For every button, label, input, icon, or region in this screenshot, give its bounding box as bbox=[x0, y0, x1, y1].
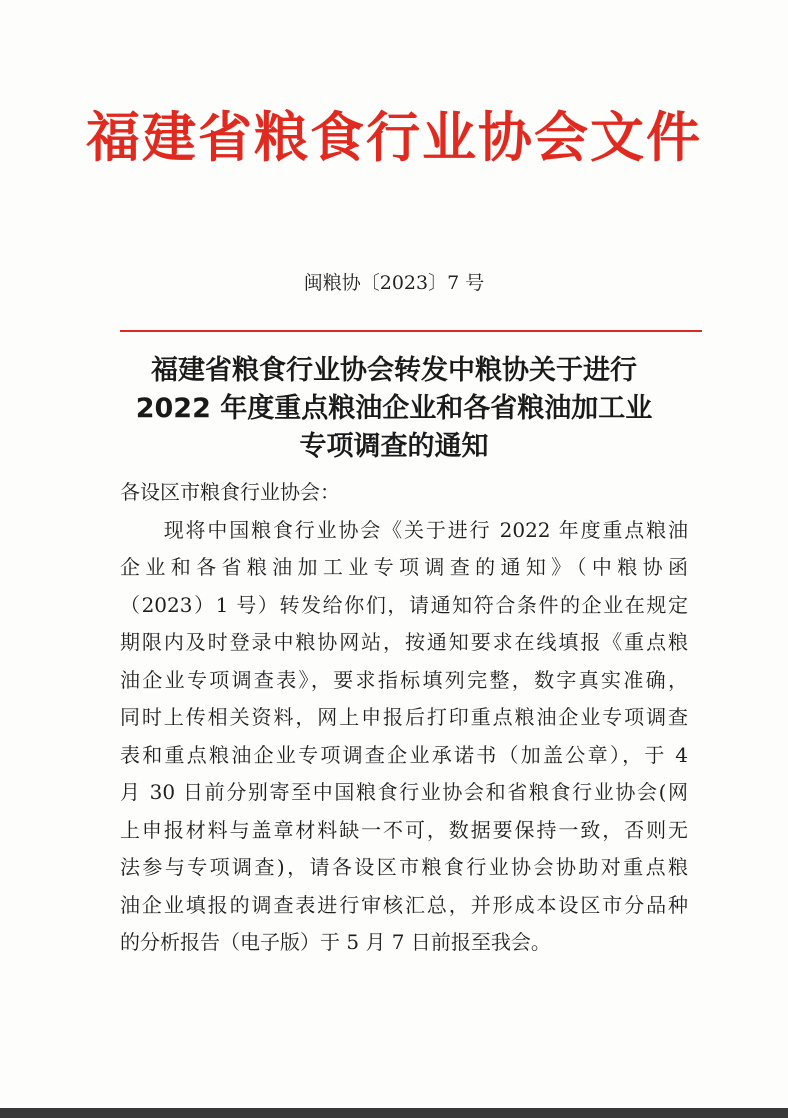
paragraph-line: 表和重点粮油企业专项调查企业承诺书（加盖公章），于 4 bbox=[120, 742, 688, 767]
document-number: 闽粮协〔2023〕7 号 bbox=[303, 272, 485, 294]
paragraph-line: 现将中国粮食行业协会《关于进行 2022 年度重点粮油 bbox=[120, 517, 688, 542]
paragraph-line: 的分析报告（电子版）于 5 月 7 日前报至我会。 bbox=[120, 930, 551, 954]
notice-title-line: 2022 年度重点粮油企业和各省粮油加工业 bbox=[135, 393, 653, 424]
red-divider-line bbox=[120, 330, 702, 332]
paragraph-line: 上申报材料与盖章材料缺一不可，数据要保持一致，否则无 bbox=[120, 817, 688, 842]
notice-title-line: 福建省粮食行业协会转发中粮协关于进行 bbox=[151, 355, 637, 386]
paragraph-line: 法参与专项调查)，请各设区市粮食行业协会协助对重点粮 bbox=[120, 855, 688, 879]
notice-body bbox=[120, 474, 688, 962]
notice-title bbox=[60, 352, 728, 466]
paragraph-line: 月 30 日前分别寄至中国粮食行业协会和省粮食行业协会(网 bbox=[120, 780, 688, 804]
paragraph-line: 油企业专项调查表》，要求指标填列完整，数字真实准确， bbox=[120, 667, 688, 692]
paragraph-line: 企业和各省粮油加工业专项调查的通知》（中粮协函 bbox=[120, 555, 688, 579]
paragraph-line: 同时上传相关资料，网上申报后打印重点粮油企业专项调查 bbox=[120, 705, 688, 729]
paragraph-line: （2023）1 号）转发给你们，请通知符合条件的企业在规定 bbox=[120, 592, 688, 617]
notice-title-line: 专项调查的通知 bbox=[299, 431, 489, 462]
paragraph-line: 油企业填报的调查表进行审核汇总，并形成本设区市分品种 bbox=[120, 892, 688, 917]
salutation: 各设区市粮食行业协会： bbox=[120, 480, 340, 504]
scan-bottom-edge bbox=[0, 1108, 788, 1118]
paragraph-line: 期限内及时登录中粮协网站，按通知要求在线填报《重点粮 bbox=[120, 630, 688, 654]
document-header-title: 福建省粮食行业协会文件 bbox=[86, 105, 702, 169]
